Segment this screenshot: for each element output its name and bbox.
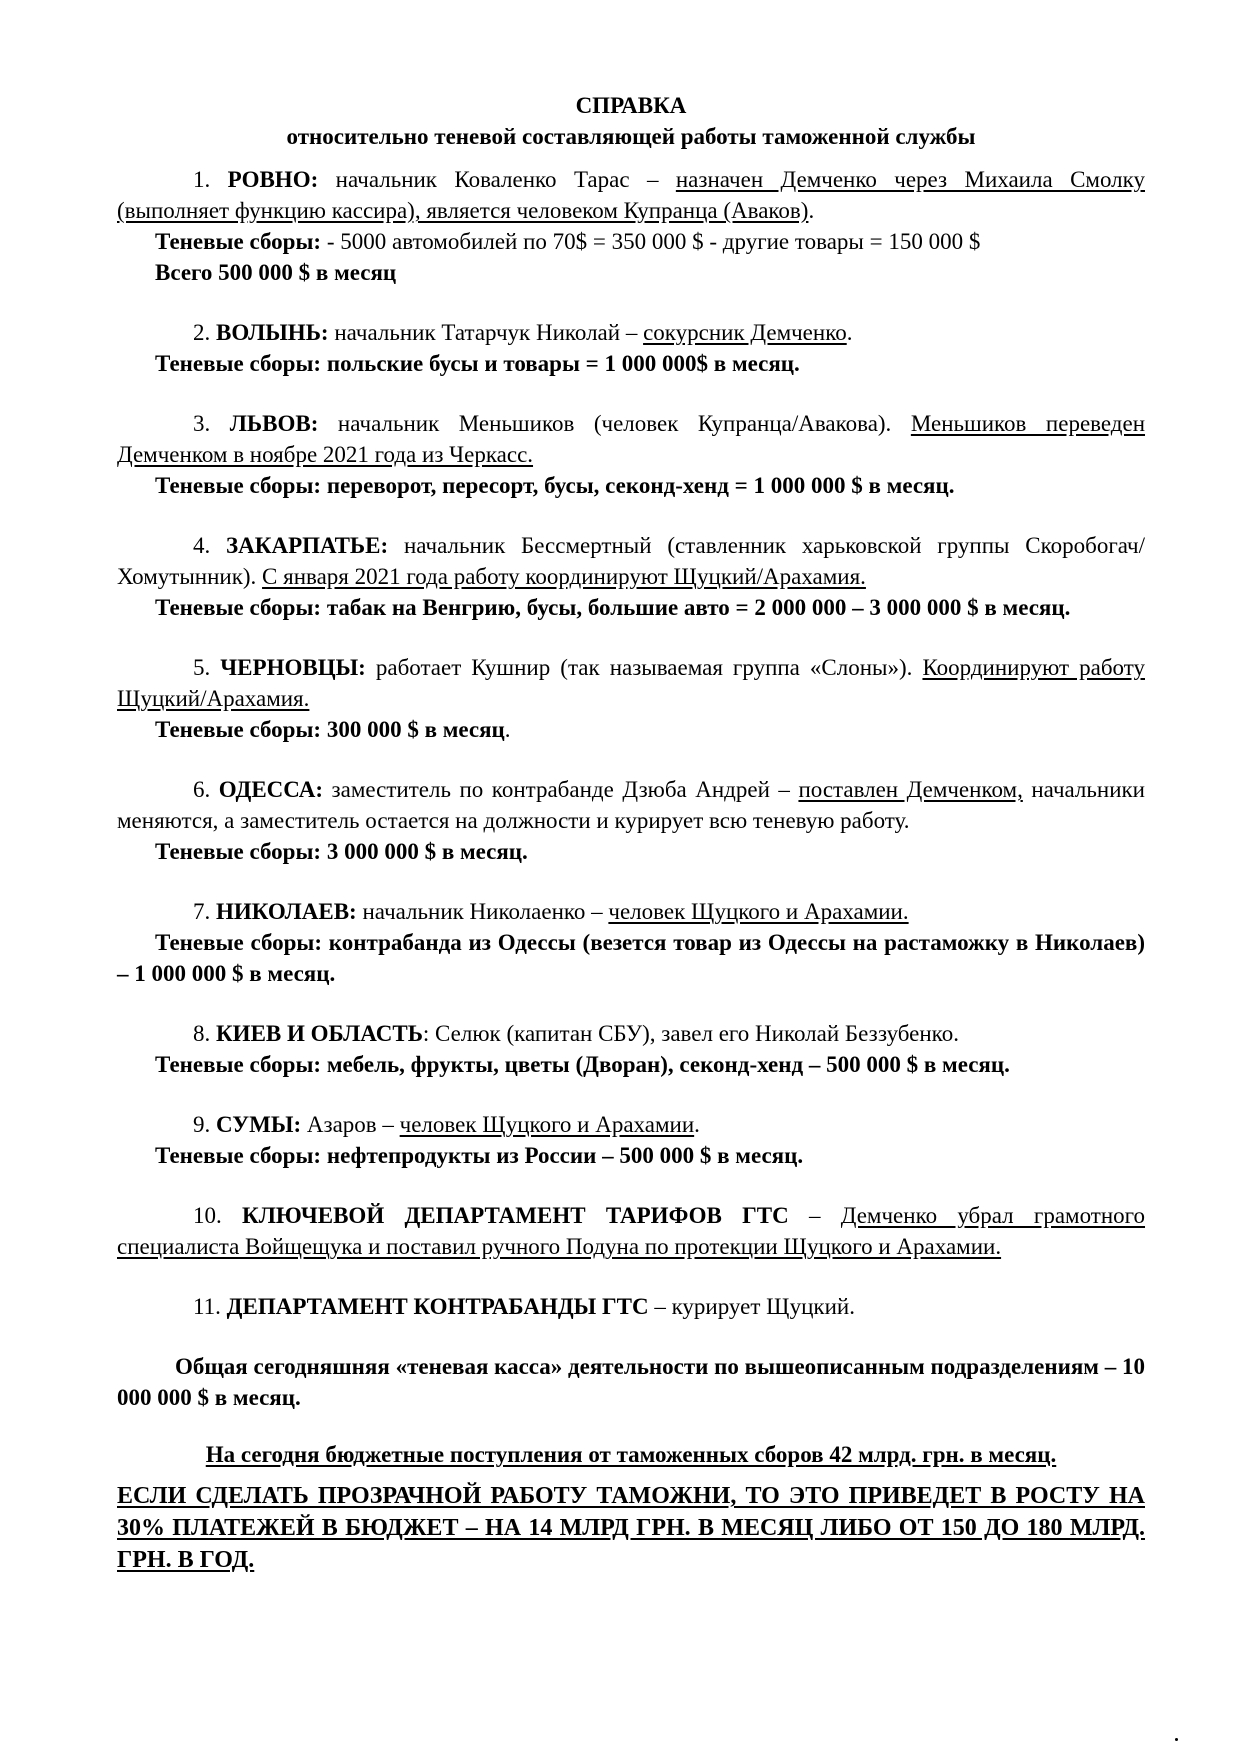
item-number: 1. (193, 167, 211, 192)
item-total: Всего 500 000 $ в месяц (155, 260, 397, 285)
item-fees-text: Теневые сборы: нефтепродукты из России – 500 000 $ в месяц. (155, 1143, 804, 1168)
list-item (117, 1018, 1145, 1080)
list-item (117, 1109, 1145, 1171)
item-region-name: ВОЛЫНЬ: (216, 320, 329, 345)
item-fees-line (117, 348, 1145, 379)
item-number: 11. (193, 1294, 221, 1319)
item-fees-text: - 5000 автомобилей по 70$ = 350 000 $ - другие товары = 150 000 $ (321, 229, 981, 254)
item-fees-line (117, 836, 1145, 867)
item-text: работает Кушнир (так называемая группа «Слоны»). (365, 655, 923, 680)
item-region-name: ЗАКАРПАТЬЕ: (226, 533, 389, 558)
summary-paragraph: Общая сегодняшняя «теневая касса» деятельности по вышеописанным подразделениям – 10 000 000 $ в месяц. (117, 1354, 1145, 1410)
item-region-name: НИКОЛАЕВ: (216, 899, 357, 924)
item-paragraph (117, 530, 1145, 592)
item-region-name: ЧЕРНОВЦЫ: (220, 655, 366, 680)
item-text: начальник Меньшиков (человек Купранца/Авакова). (318, 411, 911, 436)
item-fees-line (117, 714, 1145, 745)
item-region-name: ЛЬВОВ: (229, 411, 319, 436)
scan-speck (1175, 1738, 1178, 1741)
item-paragraph (117, 408, 1145, 470)
item-paragraph (117, 1291, 1145, 1322)
item-paragraph (117, 164, 1145, 226)
item-fees-text: Теневые сборы: 3 000 000 $ в месяц. (155, 839, 528, 864)
item-underlined-text: Координируют работу Щуцкий/Арахамия. (117, 655, 1145, 711)
list-item (117, 652, 1145, 745)
item-number: 8. (193, 1021, 211, 1046)
item-tail-text: . (846, 320, 853, 345)
item-fees-label: Теневые сборы: (155, 229, 322, 254)
item-region-name: ДЕПАРТАМЕНТ КОНТРАБАНДЫ ГТС (226, 1294, 649, 1319)
item-text: заместитель по контрабанде Дзюба Андрей – (323, 777, 799, 802)
item-paragraph (117, 774, 1145, 836)
items-list (117, 164, 1145, 1322)
item-paragraph (117, 317, 1145, 348)
item-tail-text: . (808, 198, 815, 223)
budget-line (117, 1439, 1145, 1470)
list-item (117, 408, 1145, 501)
item-fees-text: Теневые сборы: польские бусы и товары = 1 000 000$ в месяц. (155, 351, 800, 376)
item-region-name: РОВНО: (227, 167, 319, 192)
item-number: 3. (193, 411, 211, 436)
item-number: 6. (193, 777, 211, 802)
item-underlined-text: поставлен Демченком, (798, 777, 1023, 802)
document-subtitle: относительно теневой составляющей работы таможенной службы (286, 124, 976, 149)
item-text: начальник Николаенко – (356, 899, 609, 924)
document-body (117, 90, 1145, 1576)
item-fees-line (117, 592, 1145, 623)
list-item (117, 774, 1145, 867)
final-statement: ЕСЛИ СДЕЛАТЬ ПРОЗРАЧНОЙ РАБОТУ ТАМОЖНИ, ТО ЭТО ПРИВЕДЕТ В РОСТУ НА 30% ПЛАТЕЖЕЙ В БЮДЖЕТ – НА 14 МЛРД ГРН. В МЕСЯЦ ЛИБО ОТ 150 ДО 180 МЛРД. ГРН. В ГОД. (117, 1483, 1145, 1573)
item-underlined-text: человек Щуцкого и Арахамии (399, 1112, 695, 1137)
item-fees-line (117, 927, 1145, 989)
item-fees-text: Теневые сборы: табак на Венгрию, бусы, большие авто = 2 000 000 – 3 000 000 $ в месяц. (155, 595, 1071, 620)
item-region-name: СУМЫ: (216, 1112, 302, 1137)
item-text: начальник Татарчук Николай – (328, 320, 644, 345)
item-number: 2. (193, 320, 211, 345)
item-text: начальник Бессмертный (ставленник харьковской группы Скоробогач/Хомутынник). (117, 533, 1145, 589)
item-paragraph (117, 1200, 1145, 1262)
list-item (117, 1291, 1145, 1322)
item-tail-text: . (694, 1112, 700, 1137)
item-underlined-text: сокурсник Демченко (643, 320, 847, 345)
item-fees-tail: . (504, 717, 511, 742)
item-underlined-text: назначен Демченко через Михаила Смолку (выполняет функцию кассира), является человеком Купранца (Аваков) (117, 167, 1145, 223)
item-number: 7. (193, 899, 211, 924)
item-text: Азаров – (301, 1112, 400, 1137)
item-paragraph (117, 896, 1145, 927)
item-underlined-text: Демченко убрал грамотного специалиста Войщещука и поставил ручного Подуна по протекции Щуцкого и Арахамии. (117, 1203, 1146, 1259)
item-fees-text: Теневые сборы: контрабанда из Одессы (везется товар из Одессы на растаможку в Николаев) – 1 000 000 $ в месяц. (117, 930, 1145, 986)
item-text: – курирует Щуцкий. (648, 1294, 855, 1319)
item-number: 10. (193, 1203, 222, 1228)
document-title: СПРАВКА (575, 93, 687, 118)
item-paragraph (117, 1018, 1145, 1049)
item-text: – (788, 1203, 841, 1228)
item-text: начальник Коваленко Тарас – (318, 167, 676, 192)
item-underlined-text: С января 2021 года работу координируют Щуцкий/Арахамия. (262, 564, 866, 589)
list-item (117, 530, 1145, 623)
item-region-name: КЛЮЧЕВОЙ ДЕПАРТАМЕНТ ТАРИФОВ ГТС (242, 1203, 789, 1228)
item-underlined-text: Меньшиков переведен Демченком в ноябре 2021 года из Черкасс. (117, 411, 1146, 467)
item-fees-text: Теневые сборы: 300 000 $ в месяц (155, 717, 505, 742)
item-fees-line (117, 1049, 1145, 1080)
item-tail-text: начальники меняются, а заместитель остается на должности и курирует всю теневую работу. (117, 777, 1145, 833)
item-number: 5. (193, 655, 211, 680)
item-number: 9. (193, 1112, 211, 1137)
item-paragraph (117, 652, 1145, 714)
item-underlined-text: человек Щуцкого и Арахамии. (608, 899, 909, 924)
list-item (117, 896, 1145, 989)
item-fees-text: Теневые сборы: переворот, пересорт, бусы, секонд-хенд = 1 000 000 $ в месяц. (155, 473, 955, 498)
budget-text: На сегодня бюджетные поступления от таможенных сборов 42 млрд. грн. в месяц. (205, 1442, 1057, 1467)
item-text: : Селюк (капитан СБУ), завел его Николай Беззубенко. (422, 1021, 959, 1046)
list-item (117, 317, 1145, 379)
list-item (117, 1200, 1145, 1262)
list-item (117, 164, 1145, 288)
item-fees-line (117, 470, 1145, 501)
item-region-name: ОДЕССА: (218, 777, 324, 802)
item-fees-line (117, 226, 1145, 257)
item-fees-text: Теневые сборы: мебель, фрукты, цветы (Дворан), секонд-хенд – 500 000 $ в месяц. (155, 1052, 1010, 1077)
item-fees-line (117, 1140, 1145, 1171)
item-number: 4. (193, 533, 211, 558)
item-region-name: КИЕВ И ОБЛАСТЬ (216, 1021, 423, 1046)
item-total-line (117, 257, 1145, 288)
item-paragraph (117, 1109, 1145, 1140)
